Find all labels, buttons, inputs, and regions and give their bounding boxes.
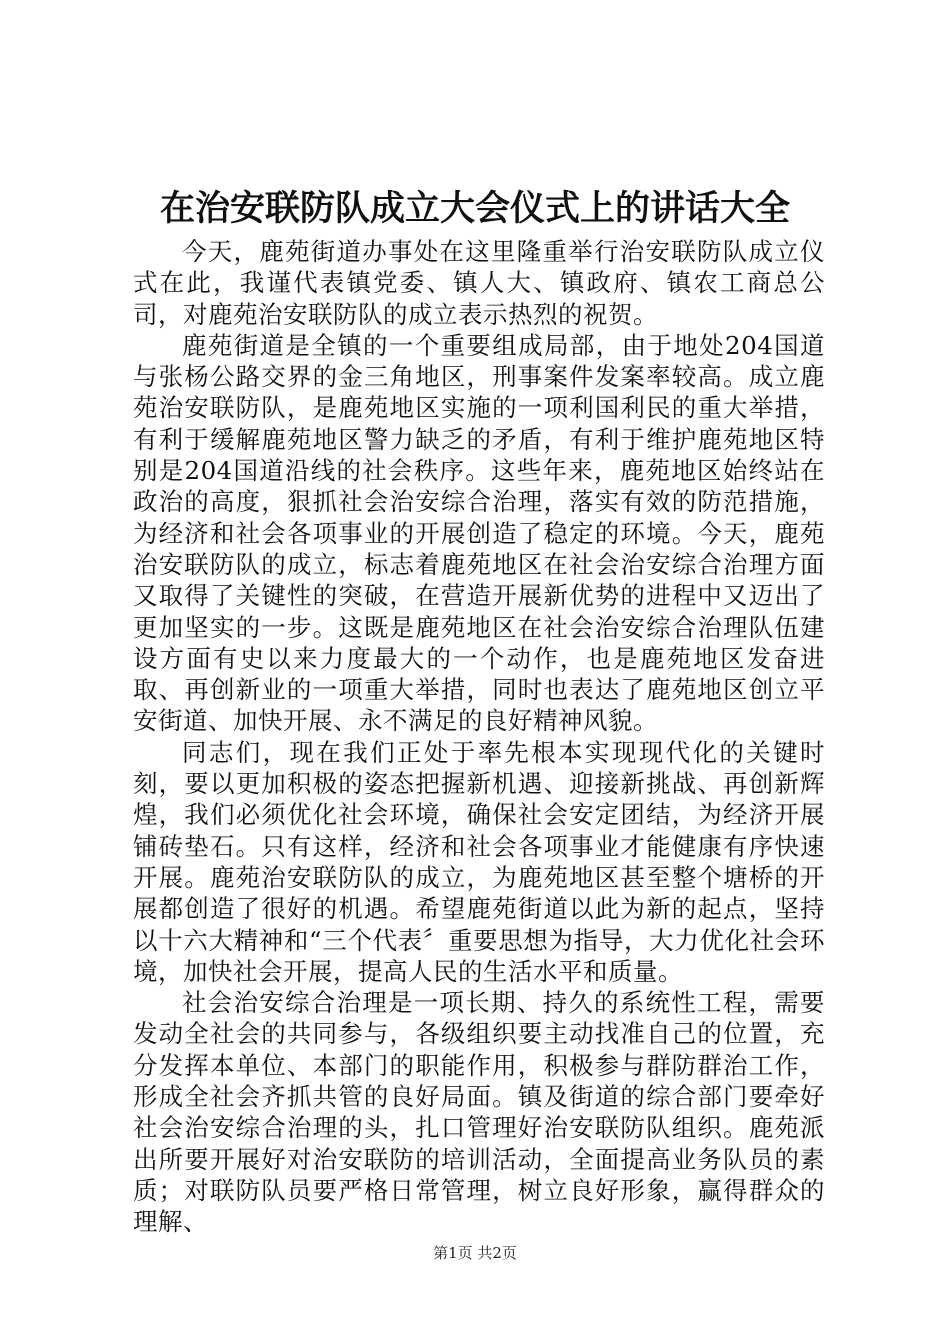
page-number-footer: 第1页 共2页	[433, 1244, 517, 1262]
paragraph: 社会治安综合治理是一项长期、持久的系统性工程，需要发动全社会的共同参与，各级组织要主动找准自己的位置，充分发挥本单位、本部门的职能作用，积极参与群防群治工作，形成全社会齐抓共管的良好局面。镇及街道的综合部门要牵好社会治安综合治理的头，扎口管理好治安联防队组织。鹿苑派出所要开展好对治安联防的培训活动，全面提高业务队员的素质；对联防队员要严格日常管理，树立良好形象，赢得群众的理解、	[133, 988, 825, 1237]
document-title: 在治安联防队成立大会仪式上的讲话大全	[159, 188, 790, 229]
paragraph: 鹿苑街道是全镇的一个重要组成局部，由于地处204国道与张杨公路交界的金三角地区，刑事案件发案率较高。成立鹿苑治安联防队，是鹿苑地区实施的一项利国利民的重大举措，有利于缓解鹿苑地区警力缺乏的矛盾，有利于维护鹿苑地区特别是204国道沿线的社会秩序。这些年来，鹿苑地区始终站在政治的高度，狠抓社会治安综合治理，落实有效的防范措施，为经济和社会各项事业的开展创造了稳定的环境。今天，鹿苑治安联防队的成立，标志着鹿苑地区在社会治安综合治理方面又取得了关键性的突破，在营造开展新优势的进程中又迈出了更加坚实的一步。这既是鹿苑地区在社会治安综合治理队伍建设方面有史以来力度最大的一个动作，也是鹿苑地区发奋进取、再创新业的一项重大举措，同时也表达了鹿苑地区创立平安街道、加快开展、永不满足的良好精神风貌。	[133, 330, 825, 736]
document-body	[133, 236, 825, 1238]
paragraph: 同志们，现在我们正处于率先根本实现现代化的关键时刻，要以更加积极的姿态把握新机遇、迎接新挑战、再创新辉煌，我们必须优化社会环境，确保社会安定团结，为经济开展铺砖垫石。只有这样，经济和社会各项事业才能健康有序快速开展。鹿苑治安联防队的成立，为鹿苑地区甚至整个塘桥的开展都创造了很好的机遇。希望鹿苑街道以此为新的起点，坚持以十六大精神和“三个代表〞重要思想为指导，大力优化社会环境，加快社会开展，提高人民的生活水平和质量。	[133, 737, 825, 986]
paragraph: 今天，鹿苑街道办事处在这里隆重举行治安联防队成立仪式在此，我谨代表镇党委、镇人大、镇政府、镇农工商总公司，对鹿苑治安联防队的成立表示热烈的祝贺。	[133, 237, 825, 329]
